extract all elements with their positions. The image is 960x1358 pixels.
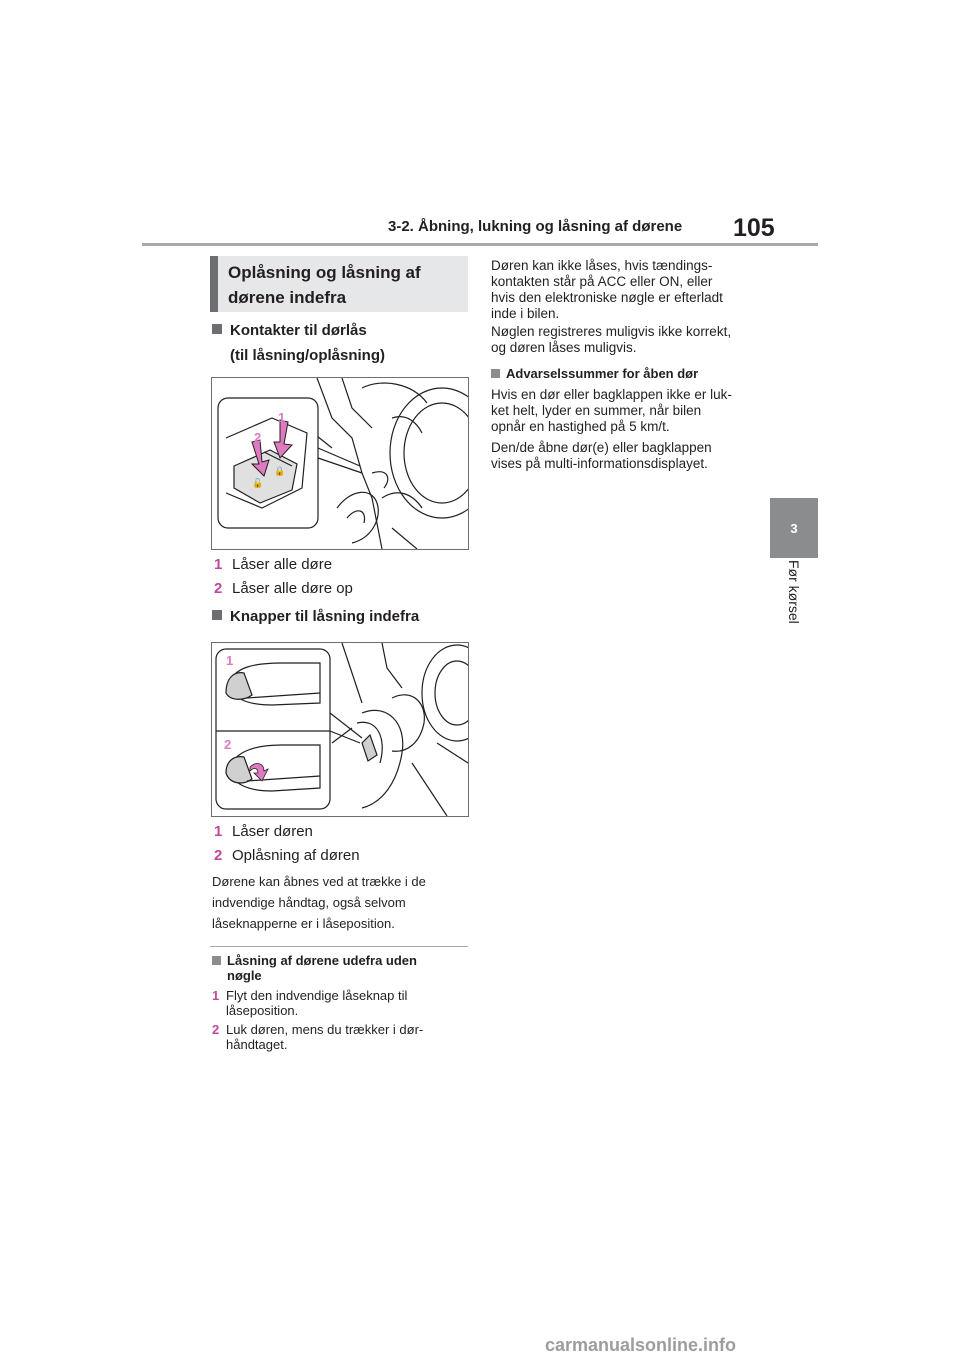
square-bullet-icon bbox=[212, 956, 221, 965]
svg-text:🔒: 🔒 bbox=[274, 467, 286, 477]
figure-inside-lock-button bbox=[211, 642, 469, 817]
right-paragraph-4: Den/de åbne dør(e) eller bagklappen vises på multi-informationsdisplayet. bbox=[491, 440, 712, 471]
chapter-name: Før kørsel bbox=[786, 560, 802, 624]
subheading-lock-switches: Kontakter til dørlås (til låsning/oplåsning) bbox=[212, 318, 385, 368]
section-heading-line-1: Oplåsning og låsning af bbox=[228, 263, 421, 282]
right-paragraph-2: Nøglen registreres muligvis ikke korrekt, og døren låses muligvis. bbox=[491, 324, 732, 355]
note-paragraph: Dørene kan åbnes ved at trække i de indvendige håndtag, også selvom låseknapperne er i låseposition. bbox=[212, 874, 426, 931]
list-item: 2 Oplåsning af døren bbox=[214, 847, 360, 864]
list-item: 2 Luk døren, mens du trækker i dør- håndtaget. bbox=[212, 1022, 424, 1052]
note-separator bbox=[210, 946, 468, 947]
list-lock-switch-actions bbox=[214, 553, 353, 601]
section-heading bbox=[210, 256, 468, 312]
page-number: 105 bbox=[733, 214, 775, 242]
steps-list bbox=[212, 988, 446, 1052]
list-item: 1 Låser døren bbox=[214, 823, 313, 840]
chapter-tab: 3 bbox=[770, 498, 818, 558]
list-item: 1 Flyt den indvendige låseknap til låseposition. bbox=[212, 988, 408, 1018]
watermark: carmanualsonline.info bbox=[545, 1335, 737, 1355]
inside-lock-button-illustration bbox=[212, 643, 468, 816]
figure2-label-1: 1 bbox=[226, 653, 234, 668]
right-heading-door-buzzer: Advarselssummer for åben dør bbox=[491, 366, 698, 381]
figure1-label-2: 2 bbox=[254, 430, 262, 445]
figure1-label-1: 1 bbox=[278, 410, 286, 425]
header-rule bbox=[142, 243, 818, 246]
right-paragraph-3: Hvis en dør eller bagklappen ikke er luk- ket helt, lyder en summer, når bilen opnår en hastighed på 5 km/t. bbox=[491, 387, 732, 434]
square-bullet-icon bbox=[491, 369, 500, 378]
figure2-label-2: 2 bbox=[224, 737, 232, 752]
right-paragraph-1: Døren kan ikke låses, hvis tændings- kontakten står på ACC eller ON, eller hvis den elektroniske nøgle er efterladt inde i bilen. bbox=[491, 258, 723, 321]
section-heading-line-2: dørene indefra bbox=[228, 288, 347, 307]
running-header-title: 3-2. Åbning, lukning og låsning af dørene bbox=[388, 218, 683, 235]
note-heading-lock-without-key: Låsning af dørene udefra uden nøgle bbox=[212, 953, 417, 983]
list-inside-lock-actions bbox=[214, 820, 360, 868]
square-bullet-icon bbox=[212, 324, 222, 334]
square-bullet-icon bbox=[212, 610, 222, 620]
door-lock-switch-illustration bbox=[212, 378, 468, 549]
list-item: 1 Låser alle døre bbox=[214, 556, 333, 573]
svg-text:🔓: 🔓 bbox=[252, 479, 264, 489]
subheading-inside-lock-buttons: Knapper til låsning indefra bbox=[212, 604, 419, 629]
figure-door-lock-switch bbox=[211, 377, 469, 550]
list-item: 2 Låser alle døre op bbox=[214, 580, 353, 597]
